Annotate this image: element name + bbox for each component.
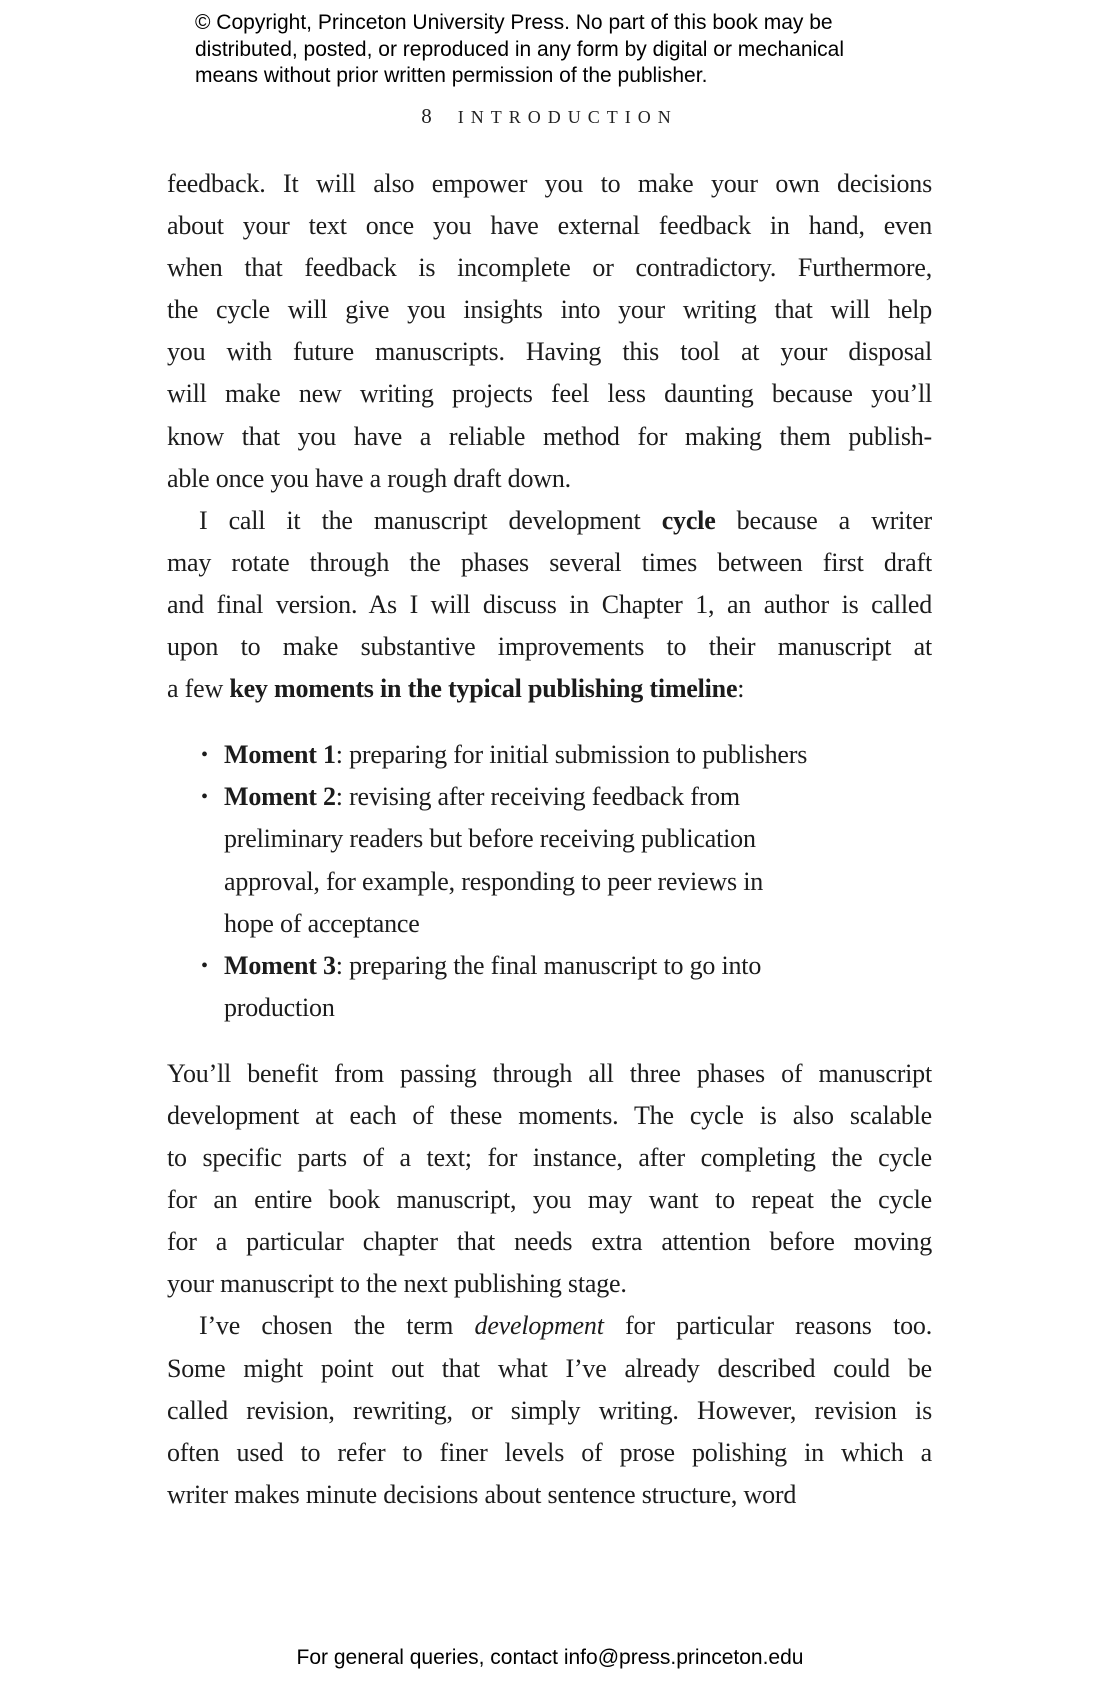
page-number: 8 (421, 104, 432, 128)
text-segment: cycle (661, 505, 716, 535)
text-line (167, 1390, 932, 1432)
text-segment: for particular reasons too. (603, 1311, 932, 1341)
text-segment: your manuscript to the next publishing stage. (167, 1269, 627, 1299)
text-segment: Moment 3 (224, 950, 336, 980)
text-segment: hope of acceptance (224, 908, 420, 938)
text-line (167, 1137, 932, 1179)
text-segment: when that feedback is incomplete or contradictory. Furthermore, (167, 253, 932, 283)
text-segment: development at each of these moments. The cycle is also scalable (167, 1100, 932, 1130)
text-segment: often used to refer to finer levels of prose polishing in which a (167, 1437, 932, 1467)
text-line (167, 584, 932, 626)
text-line (167, 542, 932, 584)
text-segment: : preparing for initial submission to publishers (335, 740, 808, 770)
list-item (167, 945, 932, 1029)
text-segment: know that you have a reliable method for making them publish- (167, 421, 932, 451)
copyright-line: distributed, posted, or reproduced in any form by digital or mechanical (195, 37, 845, 61)
para-1 (167, 163, 932, 500)
text-line (167, 1474, 932, 1516)
text-line (224, 987, 932, 1029)
text-line (167, 205, 932, 247)
text-segment: for an entire book manuscript, you may want to repeat the cycle (167, 1185, 932, 1215)
text-segment: : revising after receiving feedback from (335, 782, 740, 812)
text-line (167, 1263, 932, 1305)
list-item (167, 734, 932, 776)
text-line (167, 668, 932, 710)
text-line (167, 163, 932, 205)
text-line (167, 247, 932, 289)
text-line (167, 331, 932, 373)
text-segment: a few (167, 674, 230, 704)
text-segment: production (224, 992, 335, 1022)
text-segment: You’ll benefit from passing through all three phases of manuscript (167, 1058, 932, 1088)
text-line (167, 289, 932, 331)
list-item (167, 776, 932, 944)
copyright-line: means without prior written permission of the publisher. (195, 64, 708, 87)
text-line (224, 818, 932, 860)
text-segment: approval, for example, responding to peer reviews in (224, 866, 764, 896)
text-segment: called revision, rewriting, or simply writing. However, revision is (167, 1395, 932, 1425)
moments-list (167, 734, 932, 1029)
running-head (167, 104, 932, 129)
para-4 (167, 1305, 932, 1515)
text-line (167, 626, 932, 668)
text-line (224, 945, 932, 987)
text-segment: Moment 2 (224, 782, 336, 812)
text-line (167, 1432, 932, 1474)
text-segment: the cycle will give you insights into your writing that will help (167, 295, 932, 325)
text-line (224, 903, 932, 945)
text-segment: Some might point out that what I’ve already described could be (167, 1353, 932, 1383)
text-line (167, 1221, 932, 1263)
text-line (224, 861, 932, 903)
text-segment: to specific parts of a text; for instance, after completing the cycle (167, 1143, 932, 1173)
text-segment: upon to make substantive improvements to their manuscript at (167, 632, 932, 662)
text-line (167, 1095, 932, 1137)
text-segment: : (737, 674, 745, 704)
bullet-icon: • (201, 954, 208, 977)
text-segment: you with future manuscripts. Having this tool at your disposal (167, 337, 932, 367)
text-segment: because a writer (715, 505, 932, 535)
text-segment: Moment 1 (224, 740, 336, 770)
text-segment: may rotate through the phases several times between first draft (167, 547, 932, 577)
footer-contact-text: For general queries, contact info@press.princeton.edu (296, 1646, 804, 1669)
bullet-icon: • (201, 786, 208, 809)
text-segment: I call it the manuscript development (199, 505, 662, 535)
text-segment: will make new writing projects feel less daunting because you’ll (167, 379, 932, 409)
text-segment: able once you have a rough draft down. (167, 463, 571, 493)
text-segment: key moments in the typical publishing timeline (229, 674, 738, 704)
text-line (167, 458, 932, 500)
text-line (167, 416, 932, 458)
text-line (167, 1179, 932, 1221)
text-segment: for a particular chapter that needs extra attention before moving (167, 1227, 932, 1257)
copyright-line: © Copyright, Princeton University Press. No part of this book may be (195, 11, 833, 34)
text-line (167, 1053, 932, 1095)
text-segment: preliminary readers but before receiving publication (224, 824, 756, 854)
text-line (167, 373, 932, 415)
text-line (224, 734, 932, 776)
chapter-title: INTRODUCTION (457, 107, 678, 127)
text-segment: about your text once you have external feedback in hand, even (167, 211, 932, 241)
text-segment: development (474, 1311, 604, 1341)
text-segment: feedback. It will also empower you to make your own decisions (167, 169, 932, 198)
text-segment: writer makes minute decisions about sentence structure, word (167, 1479, 797, 1509)
text-line (167, 1348, 932, 1390)
text-line (167, 1305, 932, 1347)
text-line (167, 500, 932, 542)
para-2 (167, 500, 932, 710)
copyright-notice (195, 10, 844, 90)
text-segment: : preparing the final manuscript to go into (335, 950, 762, 980)
text-segment: I’ve chosen the term (199, 1311, 475, 1341)
text-segment: and final version. As I will discuss in Chapter 1, an author is called (167, 589, 932, 619)
para-3 (167, 1053, 932, 1306)
body-text (167, 163, 932, 1516)
text-line (224, 776, 932, 818)
bullet-icon: • (201, 744, 208, 767)
